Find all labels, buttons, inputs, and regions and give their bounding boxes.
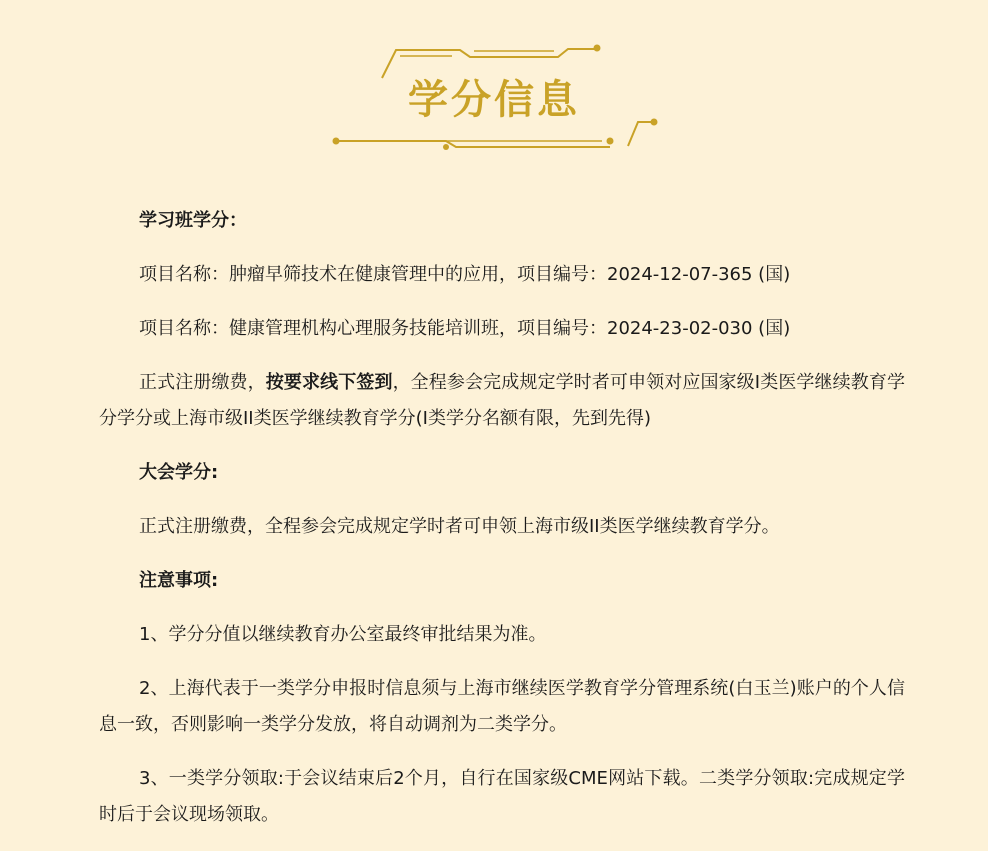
credit-info-content bbox=[99, 203, 905, 851]
study-class-heading: 学习班学分： bbox=[139, 210, 247, 231]
page-title: 学分信息 bbox=[408, 77, 580, 123]
note-item: 3、一类学分领取:于会议结束后2个月，自行在国家级CME网站下载。二类学分领取:完成规定学时后于会议现场领取。 bbox=[99, 768, 905, 825]
study-class-note bbox=[99, 365, 905, 437]
study-class-note-prefix: 正式注册缴费， bbox=[139, 372, 266, 393]
note-item: 2、上海代表于一类学分申报时信息须与上海市继续医学教育学分管理系统(白玉兰)账户的个人信息一致，否则影响一类学分发放，将自动调剂为二类学分。 bbox=[99, 678, 905, 735]
notes-heading: 注意事项: bbox=[139, 570, 219, 591]
ornament-dot bbox=[443, 144, 449, 150]
study-class-note-emphasis: 按要求线下签到 bbox=[265, 372, 393, 393]
project-2: 项目名称：健康管理机构心理服务技能培训班，项目编号：2024-23-02-030 (国) bbox=[139, 318, 791, 339]
ornament-dot bbox=[594, 45, 601, 52]
study-class-note-suffix: ，全程参会完成规定学时者可申领对应国家级I类医学继续教育学分学分或上海市级II类医学继续教育学分(I类学分名额有限，先到先得) bbox=[99, 372, 905, 429]
ornament-dot bbox=[607, 138, 614, 145]
conference-text: 正式注册缴费，全程参会完成规定学时者可申领上海市级II类医学继续教育学分。 bbox=[139, 516, 780, 537]
ornament-dot bbox=[333, 138, 340, 145]
project-1: 项目名称：肿瘤早筛技术在健康管理中的应用，项目编号：2024-12-07-365 (国) bbox=[139, 264, 791, 285]
note-item: 1、学分分值以继续教育办公室最终审批结果为准。 bbox=[139, 624, 547, 645]
conference-heading: 大会学分: bbox=[139, 462, 219, 483]
